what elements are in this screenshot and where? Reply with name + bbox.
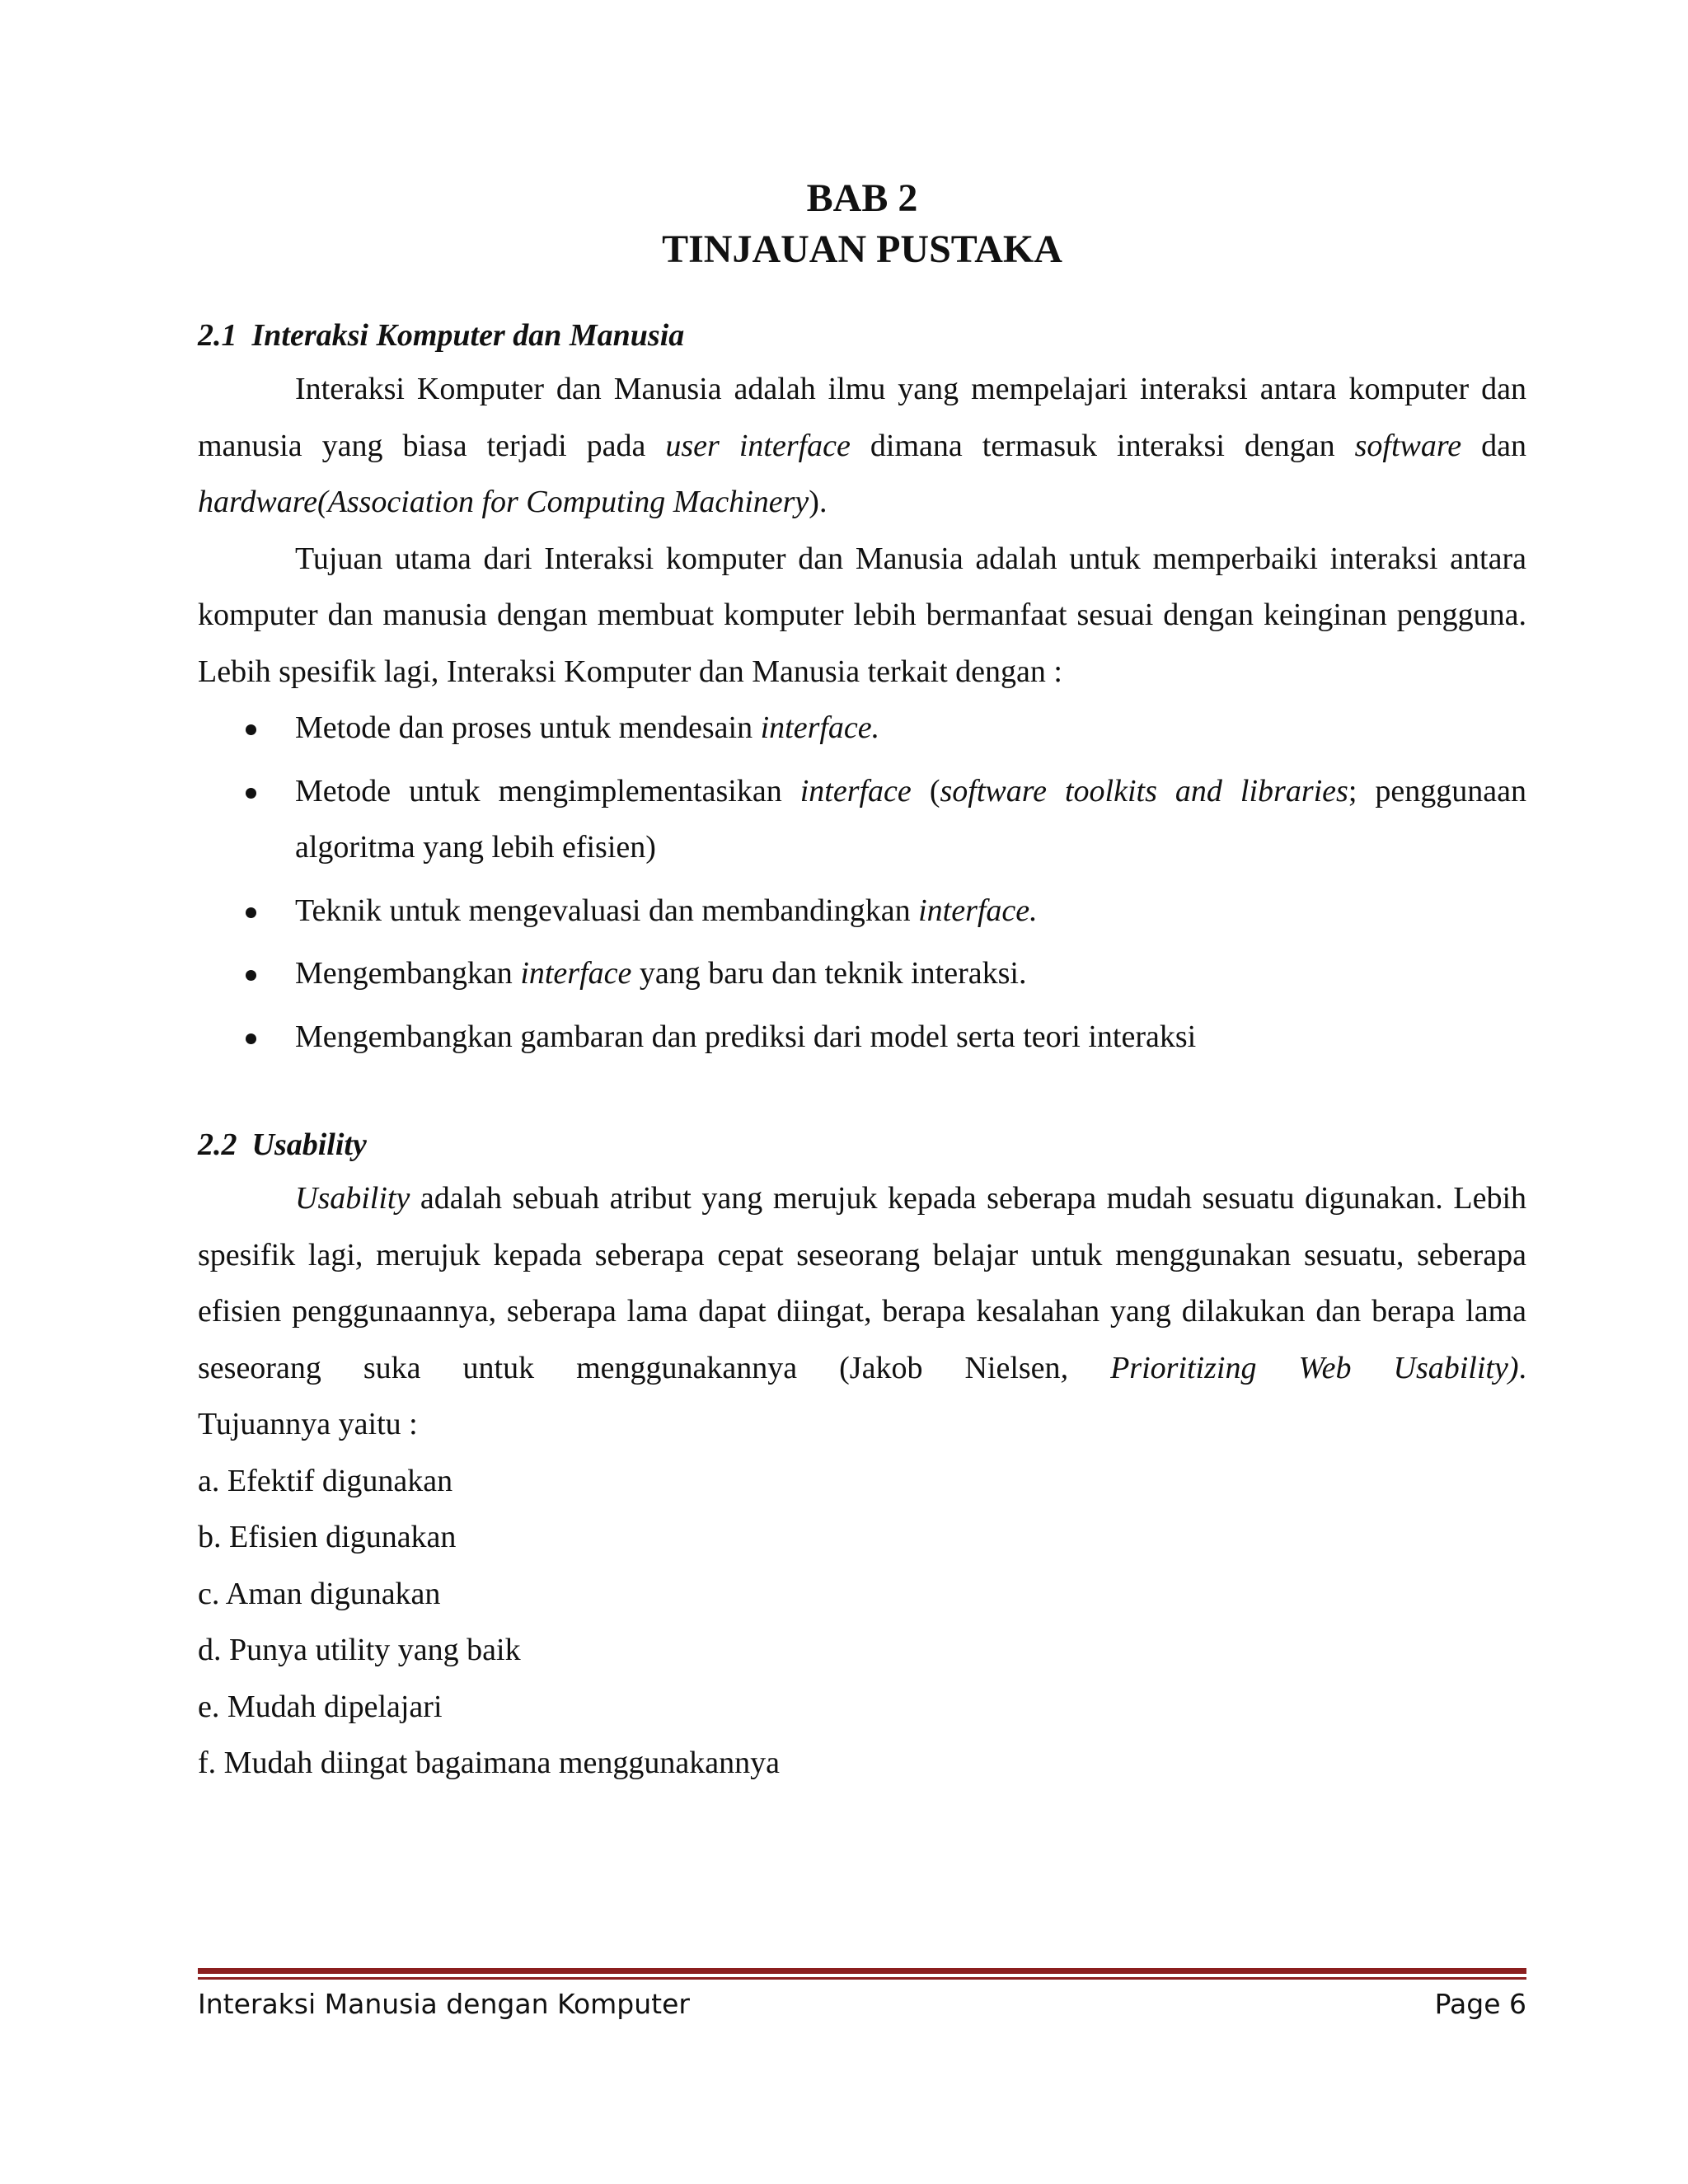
page-content <box>198 173 1526 1792</box>
list-item <box>198 700 1526 757</box>
bullet-icon <box>246 724 256 735</box>
chapter-number: BAB 2 <box>806 176 918 220</box>
footer-divider <box>198 1968 1526 1980</box>
goals-list <box>198 1453 1526 1792</box>
bullet-icon <box>246 788 256 799</box>
footer-divider-thin <box>198 1977 1526 1980</box>
text-run: yang baru dan teknik interaksi. <box>631 956 1027 991</box>
footer-page-number: Page 6 <box>1434 1988 1526 2020</box>
list-item: a. Efektif digunakan <box>198 1463 453 1498</box>
list-item <box>198 945 1526 1002</box>
bullet-list <box>198 700 1526 1065</box>
text-run: Metode untuk mengimplementasikan <box>295 773 800 808</box>
paragraph-usability-goals-intro: Tujuannya yaitu : <box>198 1407 418 1441</box>
text-run: adalah sebuah atribut yang merujuk kepada seberapa mudah sesuatu digunakan. Lebih spesifik lagi, merujuk kepada seberapa cepat seseorang belajar untuk menggunakan sesuatu, seberapa efisien penggunaannya, seberapa lama dapat diingat, berapa kesalahan yang dilakukan dan berapa lama seseorang suka untuk menggunakannya (Jakob Nielsen <box>198 1181 1526 1385</box>
bullet-icon <box>246 970 256 981</box>
footer-divider-thick <box>198 1968 1526 1974</box>
text-run-italic: interface. <box>918 893 1038 928</box>
section-title: Interaksi Komputer dan Manusia <box>251 318 685 353</box>
paragraph-hci-definition <box>198 361 1526 531</box>
text-run: dimana termasuk interaksi dengan <box>850 428 1355 463</box>
text-run: Mengembangkan gambaran dan prediksi dari model serta teori interaksi <box>295 1019 1197 1054</box>
text-run-italic: hardware(Association for Computing Machinery <box>198 485 809 519</box>
text-run-italic: interface <box>520 956 632 991</box>
text-run: dan <box>1461 428 1527 463</box>
list-item <box>198 763 1526 876</box>
text-run: Interaksi Komputer dan Manusia adalah ilmu yang mempelajari interaksi antara komputer dan manusia yang biasa terjadi pada <box>198 372 1526 463</box>
text-run-italic: user interface <box>665 428 851 463</box>
chapter-title: TINJAUAN PUSTAKA <box>662 227 1062 271</box>
text-run: . <box>1518 1350 1526 1385</box>
paragraph-usability-definition <box>198 1170 1526 1396</box>
text-run-italic: interface. <box>760 710 880 745</box>
text-run-italic: Usability <box>295 1181 410 1216</box>
text-run-italic: , Prioritizing Web Usability) <box>1060 1350 1519 1385</box>
text-run: ( <box>911 773 940 808</box>
chapter-heading <box>198 173 1526 275</box>
paragraph-hci-goal: Tujuan utama dari Interaksi komputer dan Manusia adalah untuk memperbaiki interaksi antara komputer dan manusia dengan membuat komputer lebih bermanfaat sesuai dengan keinginan pengguna. Lebih spesifik lagi, Interaksi Komputer dan Manusia terkait dengan : <box>198 541 1526 689</box>
text-run-italic: interface <box>799 773 912 808</box>
list-item <box>198 1009 1526 1066</box>
text-run-italic: software toolkits and libraries <box>940 773 1348 808</box>
list-item <box>198 883 1526 940</box>
list-item: f. Mudah diingat bagaimana menggunakannya <box>198 1746 780 1780</box>
list-item: e. Mudah dipelajari <box>198 1689 443 1724</box>
section-number: 2.2 <box>198 1127 237 1162</box>
section-number: 2.1 <box>198 318 237 353</box>
text-run: Metode dan proses untuk mendesain <box>295 710 761 745</box>
text-run: ; penggunaan algoritma yang lebih efisien) <box>295 773 1527 865</box>
list-item: c. Aman digunakan <box>198 1576 441 1611</box>
list-item: d. Punya utility yang baik <box>198 1633 521 1667</box>
text-run: Teknik untuk mengevaluasi dan membandingkan <box>295 893 919 928</box>
section-title: Usability <box>251 1127 367 1162</box>
bullet-icon <box>246 1033 256 1044</box>
bullet-icon <box>246 907 256 918</box>
list-item: b. Efisien digunakan <box>198 1520 457 1554</box>
footer-document-title: Interaksi Manusia dengan Komputer <box>198 1988 690 2020</box>
section-heading-2-2 <box>198 1124 1526 1165</box>
section-heading-2-1 <box>198 315 1526 356</box>
text-run-italic: software <box>1354 428 1462 463</box>
page-footer <box>198 1986 1526 2022</box>
text-run: ). <box>809 485 828 519</box>
text-run: Mengembangkan <box>295 956 521 991</box>
